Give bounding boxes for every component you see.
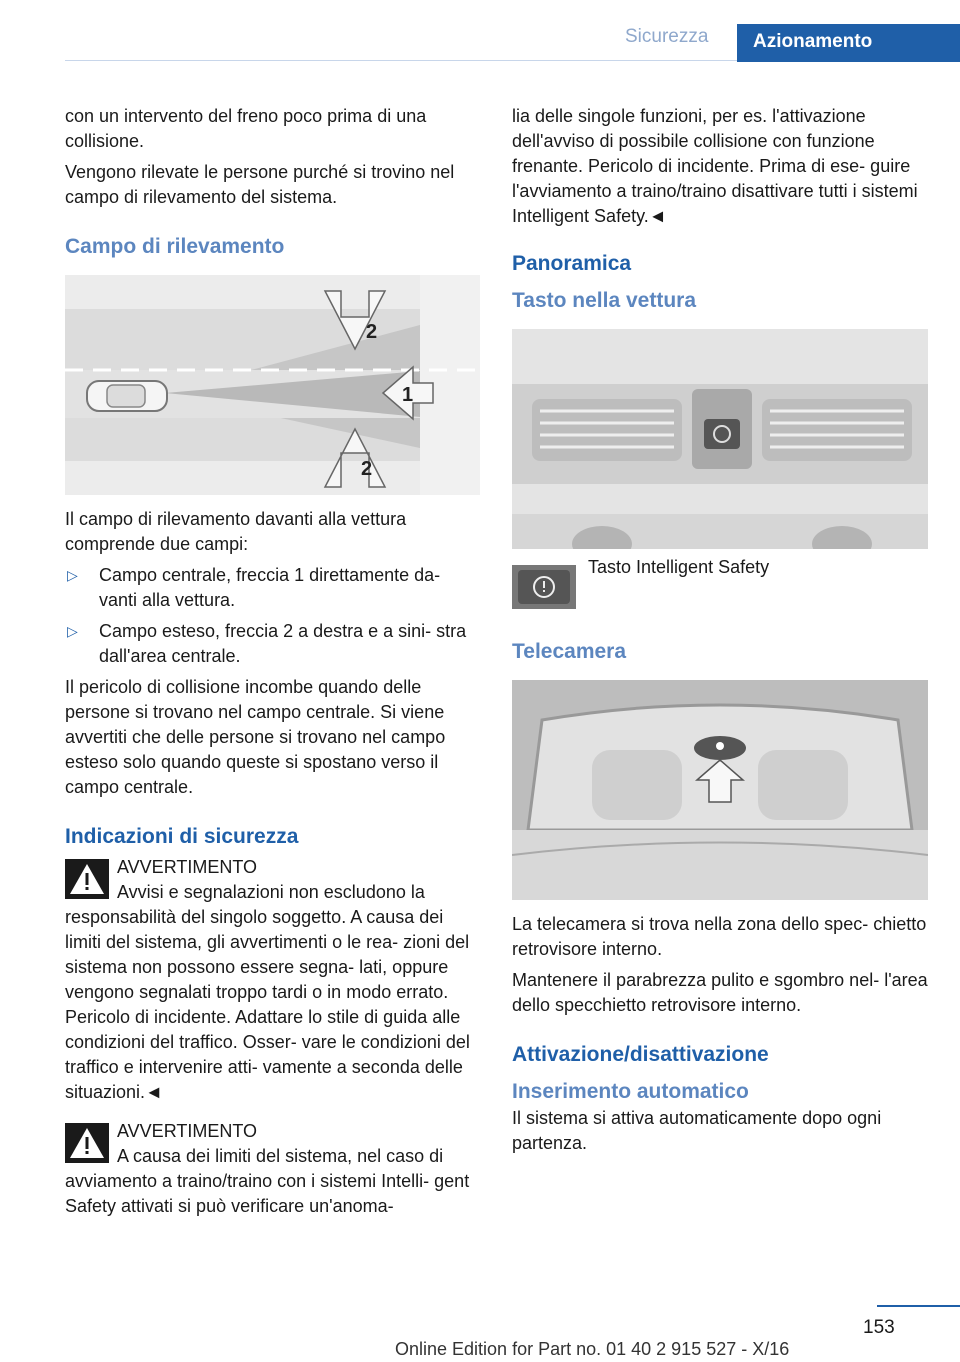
footer-rule: [877, 1305, 960, 1307]
warning-title: AVVERTIMENTO: [117, 857, 258, 877]
button-legend: [512, 557, 928, 609]
paragraph: Il campo di rilevamento davanti alla vettura comprende due campi:: [65, 509, 407, 554]
heading-tasto: Tasto nella vettura: [512, 289, 696, 312]
button-caption: Tasto Intelligent Safety: [588, 557, 770, 577]
header-section-tab[interactable]: Sicurezza: [625, 26, 709, 47]
header-chapter-tab[interactable]: Azionamento: [737, 24, 960, 62]
warning-block: [65, 855, 480, 1105]
warning-text-first: Avvisi e segnalazioni non escludono la: [117, 882, 425, 902]
warning-icon: [65, 859, 109, 899]
heading-inserimento: Inserimento automatico: [512, 1080, 749, 1103]
list-item: ▷ Campo centrale, freccia 1 direttamente da- vanti alla vettura.: [67, 565, 441, 610]
heading-panoramica: Panoramica: [512, 252, 632, 275]
diagram-label-1: 1: [402, 384, 414, 406]
paragraph: lia delle singole funzioni, per es. l'attivazione dell'avviso di possibile collisione con funzione frenante. Pericolo di incidente. Prima di ese- guire l'avviamento a traino/traino disattivare tutti i sistemi Intelligent Safety.◄: [512, 106, 918, 226]
heading-sicurezza: Indicazioni di sicurezza: [65, 825, 299, 848]
warning-text-first: A causa dei limiti del sistema, nel caso di: [117, 1146, 444, 1166]
car-icon: [87, 381, 167, 411]
paragraph: La telecamera si trova nella zona dello spec- chietto retrovisore interno.: [512, 914, 927, 959]
page-number: 153: [863, 1317, 895, 1338]
detection-field-diagram: [65, 275, 480, 495]
paragraph: Il sistema si attiva automaticamente dopo ogni partenza.: [512, 1108, 882, 1153]
heading-telecamera: Telecamera: [512, 640, 627, 663]
warning-text: responsabilità del singolo soggetto. A causa dei limiti del sistema, gli avvertimenti o le rea- zioni del sistema non possono essere segna- lati, oppure vengono segnalati troppo tardi o in modo errato. Pericolo di incidente. Adattare lo stile di guida alle condizioni del traffico. Osser- vare le condizioni del traffico e intervenire atti- vamente a seconda delle situazioni.◄: [65, 907, 470, 1102]
triangle-bullet-icon: ▷: [67, 623, 78, 639]
heading-campo: Campo di rilevamento: [65, 235, 285, 258]
footer-edition: Online Edition for Part no. 01 40 2 915 527 - X/16: [395, 1339, 790, 1359]
dashboard-button-photo: [512, 329, 928, 549]
paragraph: Vengono rilevate le persone purché si trovino nel campo di rilevamento del sistema.: [65, 162, 455, 207]
warning-title: AVVERTIMENTO: [117, 1121, 258, 1141]
left-column: [65, 104, 480, 1219]
diagram-label-2-bottom: 2: [361, 458, 373, 480]
triangle-bullet-icon: ▷: [67, 567, 78, 583]
heading-attivazione: Attivazione/disattivazione: [512, 1043, 769, 1066]
warning-text: avviamento a traino/traino con i sistemi Intelli- gent Safety attivati si può verificare un'anoma-: [65, 1171, 470, 1216]
header-rule: [65, 60, 737, 61]
right-column: [512, 104, 928, 1162]
list-item: ▷ Campo esteso, freccia 2 a destra e a sini- stra dall'area centrale.: [67, 621, 467, 666]
diagram-label-2-top: 2: [366, 321, 378, 343]
intelligent-safety-button-icon: [512, 565, 576, 609]
warning-icon: [65, 1123, 109, 1163]
camera-location-photo: [512, 680, 928, 900]
paragraph: con un intervento del freno poco prima di una collisione.: [65, 106, 427, 151]
warning-block: [65, 1119, 480, 1219]
paragraph: Il pericolo di collisione incombe quando delle persone si trovano nel campo centrale. Si viene avvertiti che delle persone si trovano nel campo esteso solo quando queste si spostano verso il campo centrale.: [65, 677, 446, 797]
paragraph: Mantenere il parabrezza pulito e sgombro nel- l'area dello specchietto retrovisore interno.: [512, 970, 928, 1015]
